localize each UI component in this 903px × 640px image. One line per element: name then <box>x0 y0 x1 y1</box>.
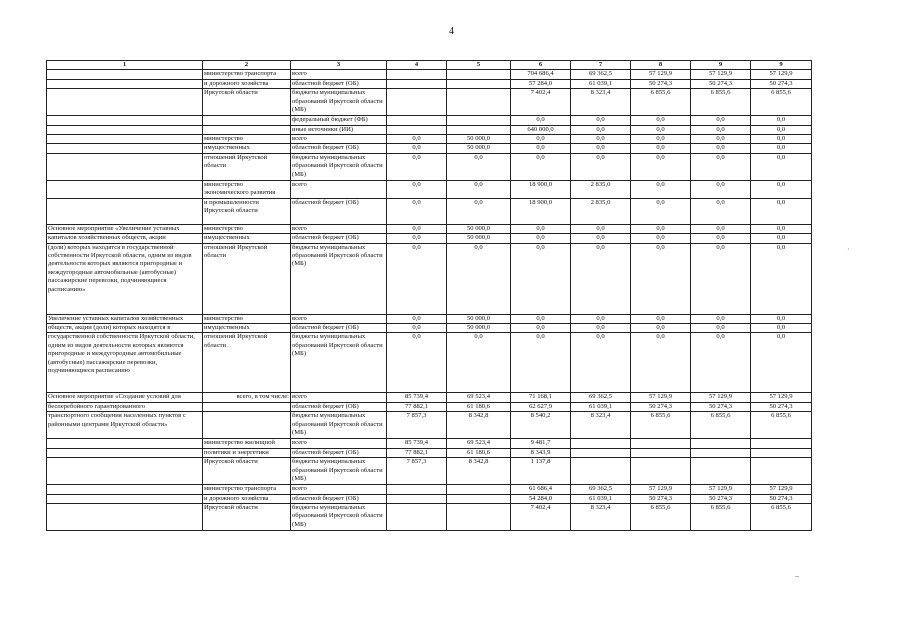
funding-source-cell: всего <box>291 314 387 323</box>
value-cell: 0,0 <box>631 243 691 314</box>
funding-source-cell: областной бюджет (ОБ) <box>291 234 387 243</box>
activity-cell <box>47 439 203 448</box>
value-cell: 50 274,3 <box>691 494 751 503</box>
value-cell: 61 039,1 <box>571 494 631 503</box>
activity-cell <box>47 458 203 485</box>
value-cell: 0,0 <box>387 135 447 144</box>
value-cell: 0,0 <box>387 333 447 393</box>
header-cell: 9 <box>691 61 751 70</box>
value-cell: 0,0 <box>387 224 447 233</box>
value-cell: 0,0 <box>511 243 571 314</box>
value-cell: 0,0 <box>631 180 691 198</box>
activity-cell <box>47 70 203 79</box>
activity-cell <box>47 448 203 457</box>
funding-source-cell: бюджеты муниципальных образований Иркутской области (МБ) <box>291 153 387 180</box>
value-cell: 69 523,4 <box>447 439 511 448</box>
table-row <box>47 198 812 224</box>
value-cell: 61 686,4 <box>511 485 571 494</box>
funding-source-cell: всего <box>291 135 387 144</box>
value-cell: 85 739,4 <box>387 393 447 402</box>
value-cell: 57 129,9 <box>751 485 812 494</box>
value-cell: 0,0 <box>447 243 511 314</box>
table-row <box>47 144 812 153</box>
header-cell: 9 <box>751 61 812 70</box>
table-row <box>47 393 812 402</box>
value-cell: 0,0 <box>511 144 571 153</box>
value-cell: 0,0 <box>631 333 691 393</box>
value-cell: 0,0 <box>691 198 751 224</box>
value-cell: 57 129,9 <box>691 393 751 402</box>
value-cell: 50 274,3 <box>751 79 812 88</box>
executor-cell: политики и энергетики <box>203 448 291 457</box>
value-cell: 0,0 <box>631 224 691 233</box>
value-cell: 0,0 <box>691 224 751 233</box>
funding-source-cell: всего <box>291 180 387 198</box>
value-cell: 0,0 <box>571 144 631 153</box>
value-cell <box>571 439 631 448</box>
value-cell: 0,0 <box>751 180 812 198</box>
value-cell: 69 362,5 <box>571 485 631 494</box>
activity-cell: бесперебойного гарантированного <box>47 402 203 411</box>
funding-source-cell: областной бюджет (ОБ) <box>291 448 387 457</box>
value-cell: 6 855,6 <box>631 412 691 439</box>
value-cell <box>447 503 511 530</box>
table-row <box>47 70 812 79</box>
executor-cell: и дорожного хозяйства <box>203 494 291 503</box>
funding-source-cell: бюджеты муниципальных образований Иркутской области (МБ) <box>291 89 387 116</box>
executor-cell: министерство жилищной <box>203 439 291 448</box>
value-cell <box>691 448 751 457</box>
value-cell: 8 342,8 <box>447 412 511 439</box>
value-cell: 50 274,3 <box>691 402 751 411</box>
value-cell: 0,0 <box>571 324 631 333</box>
value-cell: 69 362,5 <box>571 393 631 402</box>
value-cell: 0,0 <box>631 153 691 180</box>
activity-cell: государственной собственности Иркутской области, одним из видов деятельности которых являются пригородные и междугородные автомобильные (автобусные) пассажирские перевозки, подчиняющиеся расписанию <box>47 333 203 393</box>
value-cell <box>447 89 511 116</box>
value-cell: 0,0 <box>387 153 447 180</box>
value-cell: 50 000,0 <box>447 135 511 144</box>
value-cell: 0,0 <box>751 234 812 243</box>
table-row <box>47 494 812 503</box>
value-cell: 0,0 <box>511 135 571 144</box>
executor-cell: министерство транспорта <box>203 485 291 494</box>
activity-cell <box>47 494 203 503</box>
header-cell: 4 <box>387 61 447 70</box>
value-cell: 0,0 <box>751 125 812 134</box>
value-cell <box>387 503 447 530</box>
value-cell: 6 855,6 <box>691 412 751 439</box>
table-row <box>47 89 812 116</box>
value-cell: 0,0 <box>511 153 571 180</box>
value-cell: 57 129,9 <box>751 393 812 402</box>
value-cell: 0,0 <box>447 153 511 180</box>
value-cell <box>751 458 812 485</box>
value-cell: 6 855,6 <box>631 89 691 116</box>
value-cell: 0,0 <box>387 324 447 333</box>
value-cell <box>691 458 751 485</box>
executor-cell: и промышленности Иркутской области <box>203 198 291 224</box>
value-cell: 57 129,9 <box>691 70 751 79</box>
value-cell: 77 882,1 <box>387 448 447 457</box>
header-row <box>47 61 812 70</box>
value-cell: 0,0 <box>511 333 571 393</box>
value-cell <box>631 439 691 448</box>
value-cell: 0,0 <box>631 198 691 224</box>
value-cell: 0,0 <box>751 144 812 153</box>
value-cell <box>387 125 447 134</box>
funding-source-cell: всего <box>291 439 387 448</box>
value-cell: 0,0 <box>631 234 691 243</box>
value-cell <box>387 485 447 494</box>
value-cell: 62 627,9 <box>511 402 571 411</box>
value-cell <box>447 116 511 125</box>
value-cell: 0,0 <box>751 333 812 393</box>
value-cell: 0,0 <box>691 125 751 134</box>
header-cell: 1 <box>47 61 203 70</box>
value-cell: 50 274,3 <box>631 494 691 503</box>
value-cell: 57 129,9 <box>631 70 691 79</box>
table-row <box>47 503 812 530</box>
value-cell <box>387 70 447 79</box>
value-cell: 0,0 <box>751 243 812 314</box>
value-cell: 77 882,1 <box>387 402 447 411</box>
table-row <box>47 153 812 180</box>
value-cell: 50 274,3 <box>751 402 812 411</box>
value-cell: 0,0 <box>691 144 751 153</box>
value-cell: 0,0 <box>571 116 631 125</box>
value-cell: 0,0 <box>511 314 571 323</box>
table-row <box>47 224 812 233</box>
activity-cell <box>47 79 203 88</box>
value-cell: 0,0 <box>751 324 812 333</box>
value-cell: 50 000,0 <box>447 224 511 233</box>
activity-cell <box>47 89 203 116</box>
value-cell: 0,0 <box>387 314 447 323</box>
activity-cell <box>47 116 203 125</box>
value-cell: 0,0 <box>751 116 812 125</box>
value-cell: 57 129,9 <box>751 70 812 79</box>
value-cell: 0,0 <box>631 135 691 144</box>
value-cell: 61 039,1 <box>571 402 631 411</box>
value-cell: 0,0 <box>691 234 751 243</box>
executor-cell: имущественных <box>203 324 291 333</box>
value-cell: 8 323,4 <box>571 503 631 530</box>
value-cell: 7 857,3 <box>387 458 447 485</box>
table-row <box>47 116 812 125</box>
value-cell: 0,0 <box>751 153 812 180</box>
value-cell <box>691 439 751 448</box>
activity-cell <box>47 198 203 224</box>
value-cell: 2 835,0 <box>571 198 631 224</box>
value-cell: 50 000,0 <box>447 314 511 323</box>
executor-cell: Иркутской области <box>203 89 291 116</box>
value-cell: 0,0 <box>751 135 812 144</box>
value-cell: 0,0 <box>511 116 571 125</box>
funding-source-cell: областной бюджет (ОБ) <box>291 79 387 88</box>
value-cell <box>571 448 631 457</box>
value-cell: 640 000,0 <box>511 125 571 134</box>
value-cell: 0,0 <box>691 153 751 180</box>
funding-source-cell: всего <box>291 393 387 402</box>
value-cell <box>387 494 447 503</box>
table-row <box>47 324 812 333</box>
value-cell: 0,0 <box>631 314 691 323</box>
value-cell: 9 481,7 <box>511 439 571 448</box>
value-cell: 0,0 <box>571 243 631 314</box>
value-cell: 0,0 <box>447 333 511 393</box>
value-cell: 50 000,0 <box>447 144 511 153</box>
activity-cell <box>47 503 203 530</box>
funding-source-cell: всего <box>291 70 387 79</box>
executor-cell: министерство <box>203 224 291 233</box>
value-cell: 0,0 <box>571 153 631 180</box>
budget-table <box>46 60 812 531</box>
funding-source-cell: областной бюджет (ОБ) <box>291 198 387 224</box>
value-cell: 18 900,0 <box>511 198 571 224</box>
funding-source-cell: всего <box>291 224 387 233</box>
table-row <box>47 333 812 393</box>
value-cell: 704 686,4 <box>511 70 571 79</box>
executor-cell <box>203 402 291 411</box>
value-cell: 50 274,3 <box>751 494 812 503</box>
value-cell <box>631 448 691 457</box>
value-cell: 6 855,6 <box>751 89 812 116</box>
executor-cell: министерство экономического развития <box>203 180 291 198</box>
value-cell: 0,0 <box>387 198 447 224</box>
table-row <box>47 439 812 448</box>
value-cell: 8 540,2 <box>511 412 571 439</box>
value-cell: 0,0 <box>571 125 631 134</box>
value-cell: 61 180,6 <box>447 448 511 457</box>
value-cell: 0,0 <box>387 180 447 198</box>
value-cell: 57 129,9 <box>691 485 751 494</box>
table-row <box>47 314 812 323</box>
activity-cell <box>47 485 203 494</box>
header-cell: 6 <box>511 61 571 70</box>
executor-cell: имущественных <box>203 234 291 243</box>
table-row <box>47 180 812 198</box>
table-row <box>47 243 812 314</box>
executor-cell: имущественных <box>203 144 291 153</box>
value-cell <box>751 448 812 457</box>
value-cell: 0,0 <box>691 180 751 198</box>
value-cell: 0,0 <box>751 224 812 233</box>
executor-cell: отношений Иркутской области <box>203 243 291 314</box>
value-cell <box>447 125 511 134</box>
executor-cell: всего, в том числе: <box>203 393 291 402</box>
value-cell: 0,0 <box>571 224 631 233</box>
value-cell: 0,0 <box>691 324 751 333</box>
activity-cell: Увеличение уставных капиталов хозяйственных <box>47 314 203 323</box>
executor-cell: отношений Иркутской области <box>203 153 291 180</box>
value-cell: 8 323,4 <box>571 89 631 116</box>
executor-cell: Иркутской области <box>203 458 291 485</box>
table-row <box>47 458 812 485</box>
value-cell: 0,0 <box>691 243 751 314</box>
margin-mark: – <box>795 571 799 580</box>
table-row <box>47 485 812 494</box>
value-cell: 0,0 <box>447 180 511 198</box>
funding-source-cell: областной бюджет (ОБ) <box>291 494 387 503</box>
table-row <box>47 135 812 144</box>
value-cell: 50 274,3 <box>691 79 751 88</box>
value-cell: 69 523,4 <box>447 393 511 402</box>
funding-source-cell: иные источники (ИИ) <box>291 125 387 134</box>
value-cell <box>387 116 447 125</box>
value-cell: 0,0 <box>511 324 571 333</box>
table-row <box>47 234 812 243</box>
value-cell: 0,0 <box>691 333 751 393</box>
activity-cell: капиталов хозяйственных обществ, акции <box>47 234 203 243</box>
funding-source-cell: бюджеты муниципальных образований Иркутской области (МБ) <box>291 458 387 485</box>
activity-cell <box>47 125 203 134</box>
funding-source-cell: бюджеты муниципальных образований Иркутской области (МБ) <box>291 243 387 314</box>
margin-mark: · <box>847 245 850 254</box>
header-cell: 8 <box>631 61 691 70</box>
value-cell: 0,0 <box>631 144 691 153</box>
value-cell: 0,0 <box>571 135 631 144</box>
value-cell: 6 855,6 <box>691 503 751 530</box>
value-cell: 0,0 <box>511 224 571 233</box>
executor-cell: министерство <box>203 135 291 144</box>
funding-source-cell: областной бюджет (ОБ) <box>291 402 387 411</box>
value-cell: 57 129,9 <box>631 485 691 494</box>
value-cell: 8 323,4 <box>571 412 631 439</box>
value-cell: 0,0 <box>631 125 691 134</box>
funding-source-cell: областной бюджет (ОБ) <box>291 144 387 153</box>
funding-source-cell: областной бюджет (ОБ) <box>291 324 387 333</box>
header-cell: 2 <box>203 61 291 70</box>
executor-cell <box>203 125 291 134</box>
value-cell: 50 000,0 <box>447 324 511 333</box>
value-cell <box>631 458 691 485</box>
header-cell: 7 <box>571 61 631 70</box>
activity-cell <box>47 135 203 144</box>
activity-cell: (доли) которых находятся в государственной собственности Иркутской области, одним из видов деятельности которых являются пригородные и междугородные автомобильные (автобусные) пассажирские перевозки, подчиняющиеся расписанию» <box>47 243 203 314</box>
activity-cell: обществ, акции (доли) которых находятся в <box>47 324 203 333</box>
funding-source-cell: бюджеты муниципальных образований Иркутской области (МБ) <box>291 333 387 393</box>
header-cell: 5 <box>447 61 511 70</box>
value-cell: 0,0 <box>751 314 812 323</box>
value-cell: 0,0 <box>691 116 751 125</box>
value-cell: 61 180,6 <box>447 402 511 411</box>
header-cell: 3 <box>291 61 387 70</box>
value-cell: 85 739,4 <box>387 439 447 448</box>
value-cell: 6 855,6 <box>691 89 751 116</box>
value-cell <box>571 458 631 485</box>
executor-cell: министерство <box>203 314 291 323</box>
value-cell: 0,0 <box>691 314 751 323</box>
table-row <box>47 402 812 411</box>
value-cell: 0,0 <box>571 314 631 323</box>
value-cell: 0,0 <box>387 243 447 314</box>
value-cell: 1 137,8 <box>511 458 571 485</box>
value-cell: 57 284,0 <box>511 79 571 88</box>
funding-source-cell: бюджеты муниципальных образований Иркутской области (МБ) <box>291 412 387 439</box>
executor-cell: и дорожного хозяйства <box>203 79 291 88</box>
value-cell: 7 402,4 <box>511 89 571 116</box>
value-cell: 0,0 <box>571 234 631 243</box>
activity-cell: Основное мероприятие «Увеличение уставных <box>47 224 203 233</box>
value-cell: 0,0 <box>387 234 447 243</box>
value-cell <box>447 494 511 503</box>
funding-source-cell: федеральный бюджет (ФБ) <box>291 116 387 125</box>
value-cell: 57 129,9 <box>631 393 691 402</box>
activity-cell <box>47 144 203 153</box>
value-cell: 8 342,8 <box>447 458 511 485</box>
page-number: 4 <box>449 26 454 37</box>
value-cell: 0,0 <box>631 324 691 333</box>
value-cell: 50 000,0 <box>447 234 511 243</box>
executor-cell <box>203 412 291 439</box>
value-cell: 2 835,0 <box>571 180 631 198</box>
value-cell: 0,0 <box>511 234 571 243</box>
value-cell: 6 855,6 <box>631 503 691 530</box>
executor-cell: министерство транспорта <box>203 70 291 79</box>
value-cell: 7 402,4 <box>511 503 571 530</box>
executor-cell: отношений Иркутской области <box>203 333 291 393</box>
funding-source-cell: всего <box>291 485 387 494</box>
value-cell: 7 857,3 <box>387 412 447 439</box>
value-cell: 50 274,3 <box>631 79 691 88</box>
activity-cell <box>47 153 203 180</box>
value-cell: 6 855,6 <box>751 503 812 530</box>
activity-cell: транспортного сообщения населенных пунктов с районными центрами Иркутской области» <box>47 412 203 439</box>
value-cell: 54 284,0 <box>511 494 571 503</box>
value-cell: 50 274,3 <box>631 402 691 411</box>
value-cell: 0,0 <box>447 198 511 224</box>
activity-cell: Основное мероприятие «Создание условий для <box>47 393 203 402</box>
table-row <box>47 125 812 134</box>
value-cell: 0,0 <box>631 116 691 125</box>
value-cell: 0,0 <box>571 333 631 393</box>
value-cell: 18 900,0 <box>511 180 571 198</box>
value-cell <box>447 79 511 88</box>
value-cell <box>387 79 447 88</box>
value-cell: 0,0 <box>751 198 812 224</box>
value-cell: 8 343,9 <box>511 448 571 457</box>
value-cell: 71 168,1 <box>511 393 571 402</box>
activity-cell <box>47 180 203 198</box>
value-cell: 69 362,5 <box>571 70 631 79</box>
table-row <box>47 79 812 88</box>
funding-source-cell: бюджеты муниципальных образований Иркутской области (МБ) <box>291 503 387 530</box>
value-cell: 0,0 <box>387 144 447 153</box>
value-cell: 6 855,6 <box>751 412 812 439</box>
value-cell: 61 039,1 <box>571 79 631 88</box>
value-cell <box>387 89 447 116</box>
value-cell: 0,0 <box>691 135 751 144</box>
executor-cell <box>203 116 291 125</box>
value-cell <box>447 70 511 79</box>
value-cell <box>751 439 812 448</box>
table-row <box>47 448 812 457</box>
value-cell <box>447 485 511 494</box>
executor-cell: Иркутской области <box>203 503 291 530</box>
table-row <box>47 412 812 439</box>
